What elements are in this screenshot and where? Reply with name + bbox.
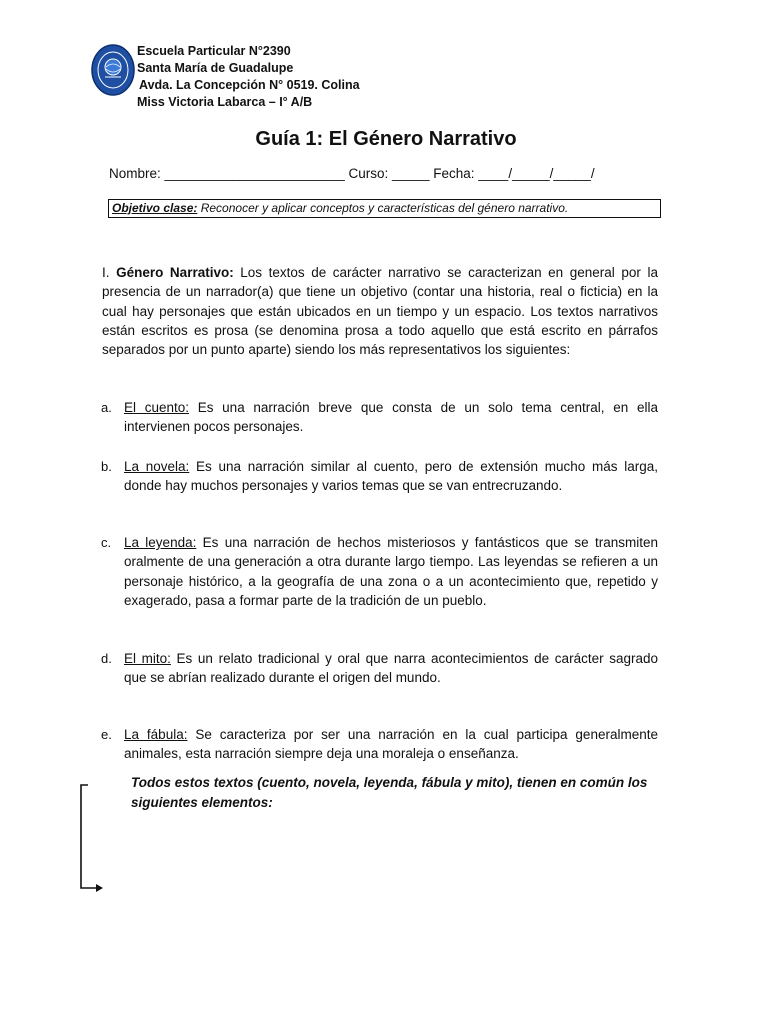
- term-label: El cuento:: [124, 400, 189, 415]
- list-marker: a.: [101, 400, 112, 415]
- school-subtitle: Santa María de Guadalupe: [137, 61, 294, 75]
- intro-numeral: I.: [102, 265, 110, 280]
- intro-text: Los textos de carácter narrativo se caracterizan en general por la presencia de un narrador(a) que tiene un objetivo (contar una historia, real o ficticia) en la cual hay personajes que están ubicados en un tiempo y un espacio. Los textos narrativos están escritos es prosa (se denomina prosa a todo aquello que está escrito en párrafos separados por un punto aparte) siendo los más representativos los siguientes:: [102, 265, 658, 358]
- list-item-mito: [101, 649, 658, 688]
- school-header: [137, 43, 360, 111]
- intro-heading: Género Narrativo:: [116, 265, 234, 280]
- student-info-line[interactable]: Nombre: ________________________ Curso: _____ Fecha: ____/_____/_____/: [109, 166, 595, 181]
- objective-box: [108, 199, 661, 218]
- school-logo: [91, 44, 135, 96]
- list-item-cuento: [101, 398, 658, 437]
- objective-label: Objetivo clase:: [112, 201, 198, 215]
- term-definition: Es una narración breve que consta de un solo tema central, en ella intervienen pocos personajes.: [124, 400, 658, 435]
- term-definition: Es una narración de hechos misteriosos y fantásticos que se transmiten oralmente de una generación a otra durante largo tiempo. Las leyendas se refieren a un personaje histórico, a la geografía de una zona o a un acontecimiento que, repetido y exagerado, pasa a formar parte de la tradición de un pueblo.: [124, 535, 658, 608]
- page-title: Guía 1: El Género Narrativo: [255, 128, 517, 150]
- term-label: La leyenda:: [124, 535, 197, 550]
- term-label: El mito:: [124, 651, 171, 666]
- list-marker: b.: [101, 459, 112, 474]
- list-marker: d.: [101, 651, 112, 666]
- teacher-line: Miss Victoria Labarca – I° A/B: [137, 95, 313, 109]
- list-item-fabula: [101, 725, 658, 764]
- intro-paragraph: [102, 263, 658, 359]
- term-definition: Se caracteriza por ser una narración en la cual participa generalmente animales, esta narración siempre deja una moraleja o enseñanza.: [124, 727, 658, 762]
- common-elements-heading: Todos estos textos (cuento, novela, leyenda, fábula y mito), tienen en común los siguientes elementos:: [131, 775, 648, 810]
- objective-text: Reconocer y aplicar conceptos y características del género narrativo.: [197, 201, 569, 215]
- term-definition: Es un relato tradicional y oral que narra acontecimientos de carácter sagrado que se abrían realizado durante el origen del mundo.: [124, 651, 658, 686]
- list-marker: e.: [101, 727, 112, 742]
- term-definition: Es una narración similar al cuento, pero de extensión mucho más larga, donde hay muchos personajes y varios temas que se van entrecruzando.: [124, 459, 658, 494]
- bracket-arrow-icon: [76, 782, 106, 894]
- list-marker: c.: [101, 535, 112, 550]
- term-label: La novela:: [124, 459, 190, 474]
- school-address: Avda. La Concepción N° 0519. Colina: [139, 78, 360, 92]
- list-item-novela: [101, 457, 658, 496]
- school-name: Escuela Particular N°2390: [137, 44, 291, 58]
- term-label: La fábula:: [124, 727, 188, 742]
- list-item-leyenda: [101, 533, 658, 610]
